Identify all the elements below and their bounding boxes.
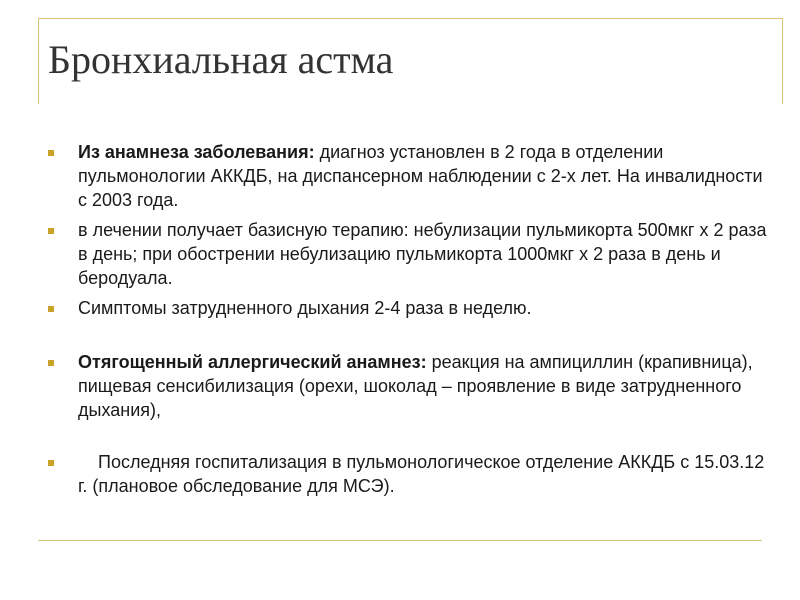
bullet-text: диагноз установлен в 2 года в отделении пульмонологии АККДБ, на диспансерном наблюдении с 2-х лет. На инвалидности с 2003 года. [78, 142, 763, 210]
bullet-marker [48, 150, 54, 156]
bullet-item-hospitalization [48, 450, 768, 498]
bullet-text: в лечении получает базисную терапию: небулизации пульмикорта 500мкг х 2 раза в день; при обострении небулизацию пульмикорта 1000мкг х 2 раза в день и беродуала. [78, 220, 767, 288]
bullet-item-therapy [48, 218, 768, 290]
bullet-item-symptoms [48, 296, 768, 320]
bullet-marker [48, 460, 54, 466]
bullet-lead: Из анамнеза заболевания: [78, 142, 315, 162]
bullet-item-allergy [48, 350, 768, 422]
bullet-marker [48, 360, 54, 366]
bullet-lead: Отягощенный аллергический анамнез: [78, 352, 427, 372]
bullet-text: реакция на ампициллин (крапивница), пищевая сенсибилизация (орехи, шоколад – проявление в виде затрудненного дыхания), [78, 352, 753, 420]
bullet-marker [48, 228, 54, 234]
bullet-list [48, 140, 768, 498]
bullet-text: Симптомы затрудненного дыхания 2-4 раза в неделю. [78, 298, 532, 318]
left-rule [38, 18, 39, 104]
top-rule [38, 18, 782, 19]
bullet-item-anamnesis [48, 140, 768, 212]
slide-title: Бронхиальная астма [48, 37, 394, 82]
right-rule [782, 18, 783, 104]
bottom-rule [38, 540, 762, 541]
bullet-text: Последняя госпитализация в пульмонологическое отделение АККДБ с 15.03.12 г. (плановое обследование для МСЭ). [78, 452, 770, 496]
bullet-marker [48, 306, 54, 312]
